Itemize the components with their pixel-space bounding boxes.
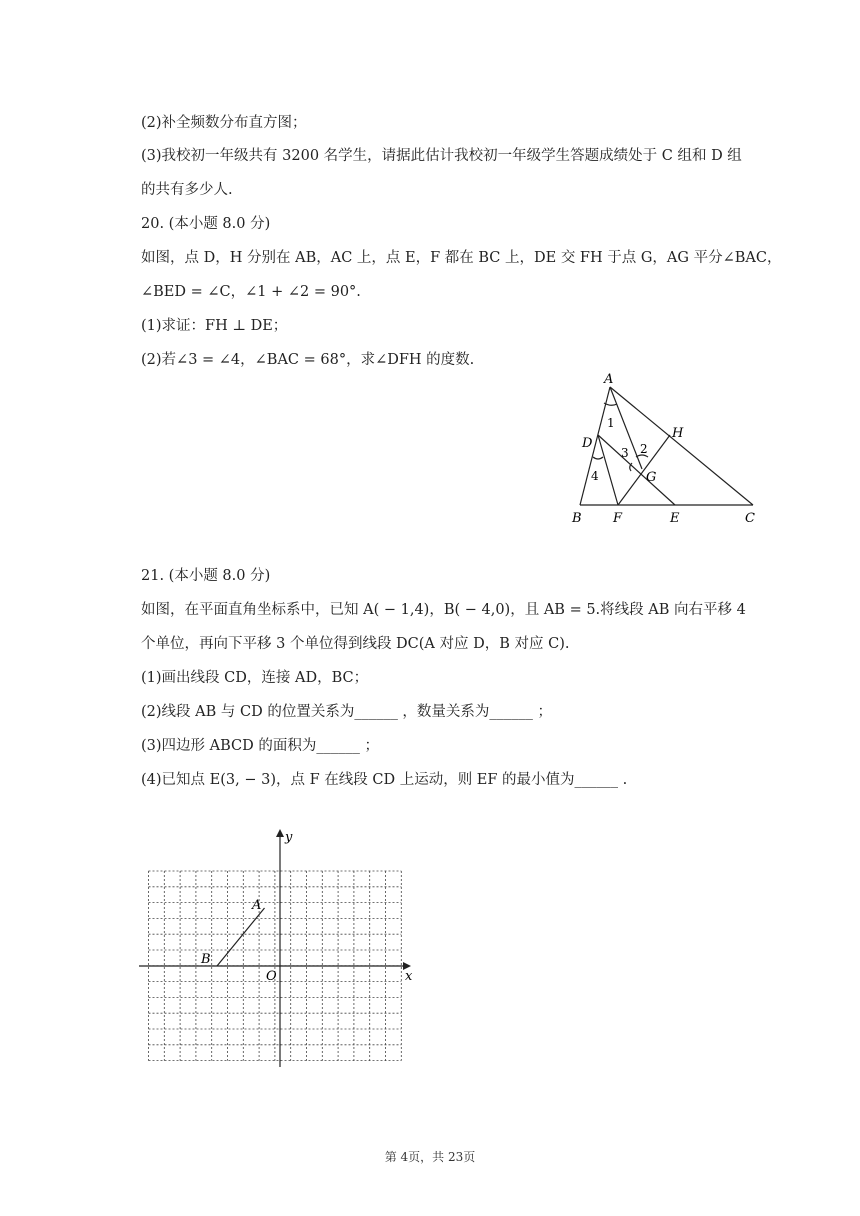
q20-header: 20. (本小题 8.0 分) [141, 216, 271, 232]
fig-label-D: D [582, 436, 593, 451]
fig-label-C: C [745, 511, 755, 526]
q21-part1: (1)画出线段 CD，连接 AD，BC； [141, 670, 369, 686]
q20-part2: (2)若∠3 = ∠4，∠BAC = 68°，求∠DFH 的度数. [141, 352, 475, 368]
q20-statement-line1: 如图，点 D，H 分别在 AB，AC 上，点 E，F 都在 BC 上，DE 交 FH 于点 G，AG 平分∠BAC， [141, 250, 782, 266]
point-label-B: B [201, 952, 211, 967]
axis-label-x: x [405, 969, 413, 984]
page-footer: 第 4页，共 23页 [384, 1150, 476, 1164]
q21-part3: (3)四边形 ABCD 的面积为______ ； [141, 738, 379, 754]
q21-statement-line2: 个单位，再向下平移 3 个单位得到线段 DC(A 对应 D，B 对应 C). [141, 636, 570, 652]
fig-angle-2: 2 [640, 442, 648, 456]
fig-angle-4: 4 [591, 469, 599, 483]
q19-part3-line2: 的共有多少人. [141, 182, 233, 198]
q19-part2: (2)补全频数分布直方图； [141, 115, 307, 131]
fig-angle-3: 3 [621, 446, 629, 460]
q19-part3-line1: (3)我校初一年级共有 3200 名学生，请据此估计我校初一年级学生答题成绩处于 C 组和 D 组 [141, 148, 742, 164]
q21-part2: (2)线段 AB 与 CD 的位置关系为______ ，数量关系为______ ； [141, 704, 553, 720]
fig-label-B: B [572, 511, 582, 526]
q21-part4: (4)已知点 E(3, − 3)，点 F 在线段 CD 上运动，则 EF 的最小值为______ . [141, 772, 628, 788]
q21-coordinate-grid-figure [135, 825, 425, 1075]
fig-label-H: H [672, 426, 684, 441]
fig-label-A: A [604, 372, 614, 387]
q21-statement-line1: 如图，在平面直角坐标系中，已知 A( − 1,4)，B( − 4,0)，且 AB = 5.将线段 AB 向右平移 4 [141, 602, 746, 618]
fig-label-E: E [670, 511, 680, 526]
q21-header: 21. (本小题 8.0 分) [141, 568, 271, 584]
q20-part1: (1)求证：FH ⊥ DE； [141, 318, 288, 334]
fig-label-F: F [613, 511, 623, 526]
q20-statement-line2: ∠BED = ∠C，∠1 + ∠2 = 90°. [141, 284, 361, 300]
q20-triangle-figure [560, 365, 770, 530]
fig-angle-1: 1 [607, 416, 615, 430]
point-label-A: A [252, 898, 262, 913]
origin-label: O [266, 969, 277, 984]
axis-label-y: y [285, 830, 293, 845]
fig-label-G: G [646, 470, 657, 485]
